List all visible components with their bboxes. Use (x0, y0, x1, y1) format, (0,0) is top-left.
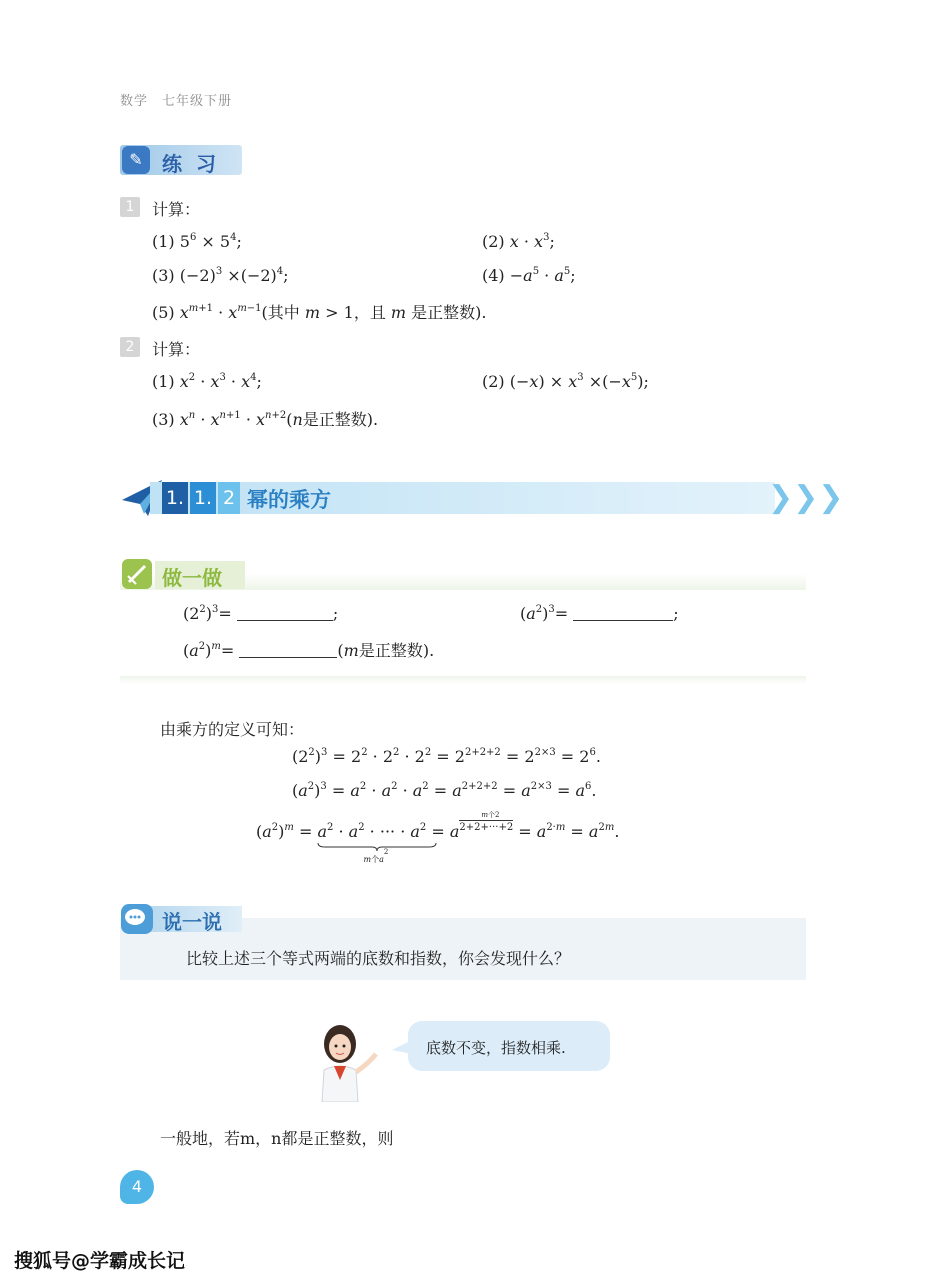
section-banner (150, 482, 775, 514)
answer-blank[interactable] (237, 606, 333, 621)
question-1-label: 计算： (152, 200, 201, 219)
q1-item-4: $(4) -a^5 \cdot a^5$; (482, 266, 576, 285)
ruler-pencil-icon (122, 559, 152, 589)
equation-2: $(a^2)^3 = a^2 \cdot a^2 \cdot a^2 = a^{2+2+2} = a^{2\times 3} = a^6$. (292, 781, 597, 800)
speech-bubble-tail (392, 1040, 412, 1056)
question-2-label: 计算： (152, 340, 201, 359)
equation-1: $(2^2)^3 = 2^2 \cdot 2^2 \cdot 2^2 = 2^{2+2+2} = 2^{2\times 3} = 2^6$. (292, 747, 601, 766)
running-header: 数学 七年级下册 (120, 94, 233, 109)
speech-bubble-icon (121, 904, 153, 934)
section-number-part-3: 2 (218, 482, 240, 514)
answer-blank[interactable] (239, 643, 337, 658)
pencil-icon: ✎ (122, 146, 150, 174)
underbrace (317, 842, 437, 852)
practice-title: 练习 (162, 152, 230, 176)
student-girl-illustration (312, 1020, 384, 1102)
speech-bubble-text: 底数不变，指数相乘. (426, 1039, 566, 1057)
chevrons-icon: ❯❯❯ (768, 480, 844, 515)
section-title: 幂的乘方 (247, 488, 331, 512)
q1-item-1: (1) $5^6 \times 5^4$; (152, 232, 242, 251)
q1-item-5: (5) $x^{m+1} \cdot x^{m-1}$(其中 m > 1，且 m 是正整数). (152, 303, 487, 322)
equation-3: $(a^2)^m = a^2 \cdot a^2$ · ··· · $a^2$ m个$a^2$ = a m个2 $2+2+\cdot\cdot\cdot+2 = a^{2\cdot m} = a^{2m}$. (256, 811, 620, 864)
question-number-2: 2 (120, 337, 140, 357)
question-number-1: 1 (120, 197, 140, 217)
overbrace-label: m个2 (481, 811, 500, 819)
try-it-item-3: $(a^2)^m= (m$是正整数). (183, 641, 435, 660)
try-it-title: 做一做 (162, 566, 222, 590)
page-number: 4 (120, 1170, 154, 1204)
section-number-part-1: 1. (162, 482, 188, 514)
general-statement: 一般地，若m，n都是正整数，则 (160, 1129, 394, 1148)
say-it-title: 说一说 (162, 910, 222, 934)
q1-item-2: (2) $x \cdot x^3$; (482, 232, 555, 251)
derivation-intro: 由乘方的定义可知： (160, 720, 305, 739)
watermark: 搜狐号@学霸成长记 (14, 1250, 186, 1272)
discussion-question: 比较上述三个等式两端的底数和指数，你会发现什么？ (186, 949, 571, 968)
q2-item-3: (3) $x^n \cdot x^{n+1} \cdot x^{n+2}(n$是正整数). (152, 410, 379, 429)
q2-item-2: (2) $(-x) \times x^3 \times(-x^5)$; (482, 372, 649, 391)
try-it-item-2: $(a^2)^3=$ ; (520, 604, 679, 623)
q2-item-1: (1) $x^2 \cdot x^3 \cdot x^4$; (152, 372, 262, 391)
underbrace-label: m个$a^2$ (363, 848, 389, 864)
section-number-part-2: 1. (190, 482, 216, 514)
q1-item-3: (3) $(-2)^3 \times(-2)^4$; (152, 266, 289, 285)
answer-blank[interactable] (573, 606, 673, 621)
divider (120, 676, 806, 684)
try-it-item-1: $(2^2)^3=$ ; (183, 604, 339, 623)
